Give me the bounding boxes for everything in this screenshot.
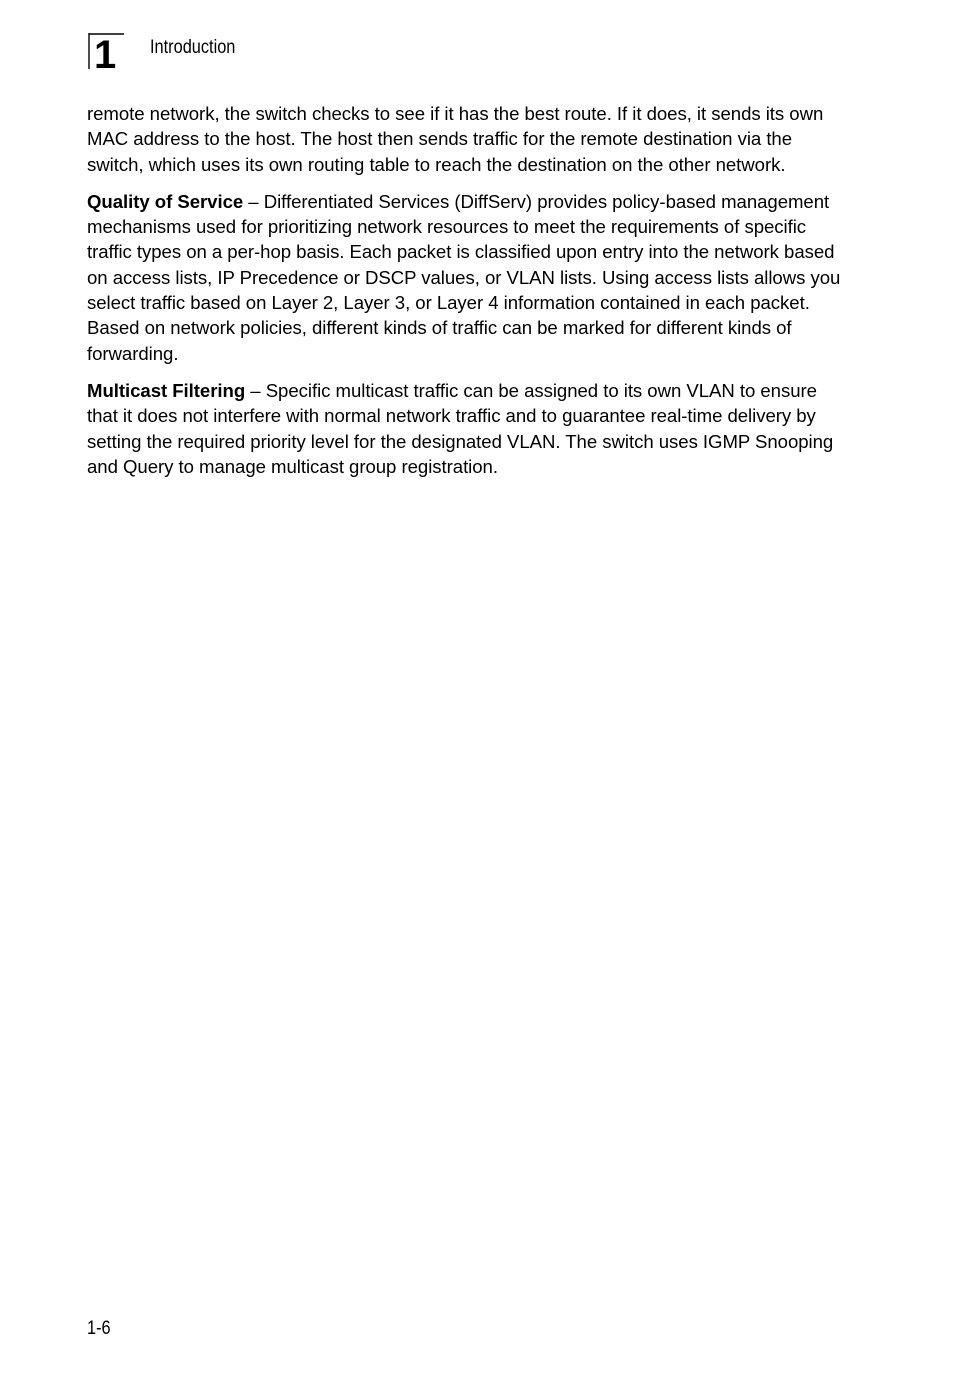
term-quality-of-service: Quality of Service bbox=[87, 190, 244, 212]
body-text bbox=[87, 101, 847, 491]
term-multicast-filtering: Multicast Filtering bbox=[87, 379, 246, 401]
section-title: Introduction bbox=[150, 37, 236, 58]
paragraph-text: remote network, the switch checks to see if it has the best route. If it does, it sends its own MAC address to the host. The host then sends traffic for the remote destination via the switch, which uses its own routing table to reach the destination on the other network. bbox=[87, 103, 824, 175]
page-number: 1-6 bbox=[87, 1318, 111, 1339]
paragraph-multicast-filtering bbox=[87, 378, 847, 479]
chapter-tab-graphic bbox=[88, 33, 124, 69]
paragraph-text: Differentiated Services (DiffServ) provides policy-based management mechanisms used for prioritizing network resources to meet the requirements of specific traffic types on a per-hop basis. Each packet is classified upon entry into the network based on access lists, IP Precedence or DSCP values, or VLAN lists. Using access lists allows you select traffic based on Layer 2, Layer 3, or Layer 4 information contained in each packet. Based on network policies, different kinds of traffic can be marked for different kinds of forwarding. bbox=[87, 190, 841, 364]
chapter-number-tab bbox=[88, 33, 124, 69]
chapter-number: 1 bbox=[94, 33, 117, 69]
term-separator: – bbox=[243, 190, 264, 212]
term-separator: – bbox=[245, 379, 266, 401]
paragraph-remote-network bbox=[87, 101, 847, 177]
paragraph-quality-of-service bbox=[87, 189, 847, 366]
paragraph-text: Specific multicast traffic can be assigned to its own VLAN to ensure that it does not interfere with normal network traffic and to guarantee real-time delivery by setting the required priority level for the designated VLAN. The switch uses IGMP Snooping and Query to manage multicast group registration. bbox=[87, 379, 834, 477]
